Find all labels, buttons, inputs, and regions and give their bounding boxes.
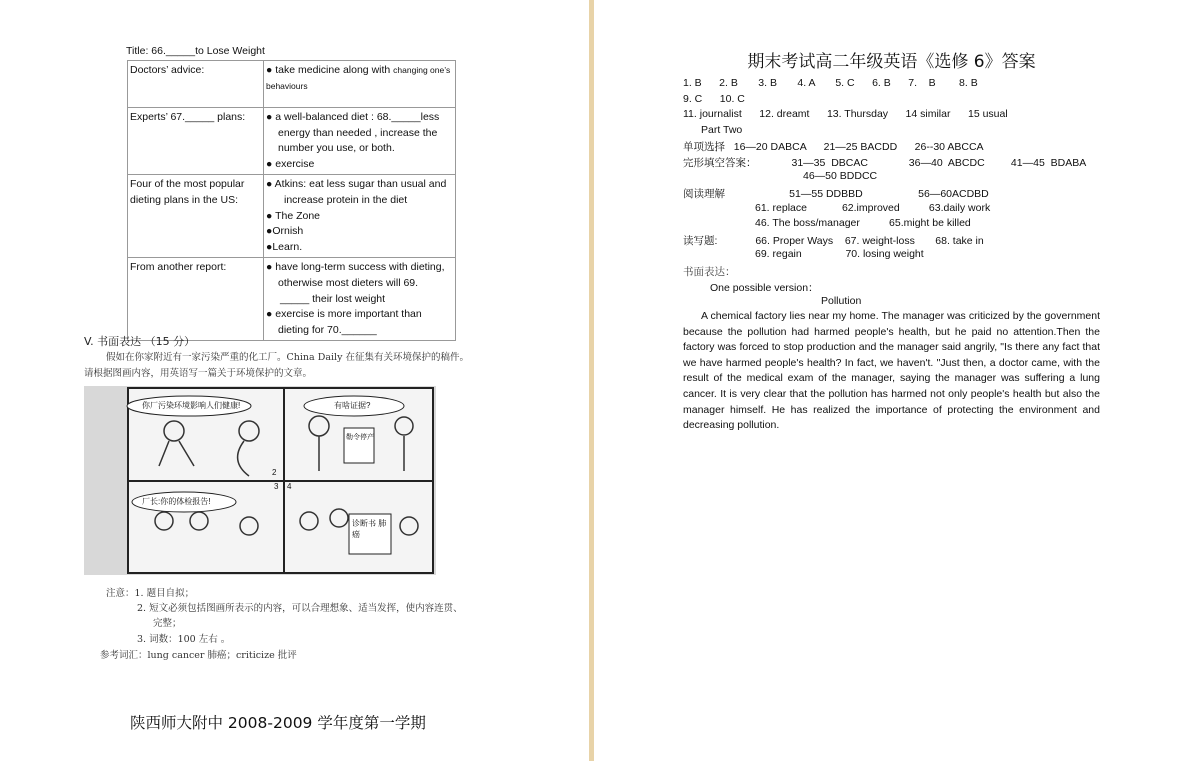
table-row <box>128 61 456 108</box>
row-content <box>264 108 456 175</box>
row-item: energy than needed , increase the <box>278 126 438 139</box>
essay-body: A chemical factory lies near my home. The manager was criticized by the government because the pollution had harmed people's health, but he paid no attention.Then the factory was forced to stop production and the manager said angrily, "Is there any fact that we have harmed people's health? In fact, we haven't. "Just then, a doctor came, with the result of the medical exam of the manager, saying the manager was suffering a lung cancer. It is very clear that the pollution has harmed not only people's health but also the manager himself. He has realized the importance of protecting the environment and decreasing pollution. <box>683 310 1100 432</box>
row-item: ● a well-balanced diet : 68._____less <box>266 111 440 123</box>
note-line: 2. 短文必须包括图画所表示的内容，可以合理想象、适当发挥，使内容连贯、 <box>137 603 463 614</box>
row-label: Four of the most popular dieting plans in the US: <box>128 175 264 258</box>
row-content <box>264 175 456 258</box>
row-item: ● exercise is more important than <box>266 308 422 321</box>
speech-bubble-1: 你厂污染环境影响人们健康! <box>142 401 241 410</box>
row-item: ● exercise <box>266 157 315 170</box>
row-item: dieting for 70.______ <box>278 323 377 336</box>
version-label: One possible version： <box>710 282 819 294</box>
panel-number: 2 <box>272 468 277 477</box>
table-row <box>128 258 456 341</box>
answer-line: 9. C 10. C <box>683 93 745 105</box>
answer-line: 11. journalist 12. dreamt 13. Thursday 14 similar 15 usual <box>683 108 1008 120</box>
answer-line: 单项选择 16—20 DABCA 21—25 BACDD 26--30 ABCCA <box>683 141 984 153</box>
page-footer: 陕西师大附中 2008-2009 学年度第一学期 <box>130 714 426 732</box>
answer-line: 69. regain 70. losing weight <box>755 248 924 260</box>
note-line: 注意：1. 题目自拟； <box>106 588 195 599</box>
section-heading: V. 书面表达 （15 分） <box>84 335 196 348</box>
row-label: Doctors’ advice: <box>128 61 264 108</box>
diagnosis-paper: 诊断书 肺癌 <box>352 519 387 539</box>
row-label: From another report: <box>128 258 264 341</box>
pollution-cartoon <box>84 386 436 575</box>
speech-bubble-2: 有啥证据? <box>334 401 371 410</box>
answer-line: 读写题: 66. Proper Ways 67. weight-loss 68. take in <box>683 235 984 247</box>
row-content <box>264 61 456 108</box>
table-row <box>128 175 456 258</box>
row-item: ● have long-term success with dieting, <box>266 261 445 274</box>
lose-weight-table <box>127 60 456 341</box>
row-item: increase protein in the diet <box>284 193 408 206</box>
order-sign: 勒令停产 <box>346 434 374 441</box>
note-line: 3. 词数：100 左右 。 <box>137 634 231 645</box>
answer-line: 完形填空答案： 31—35 DBCAC 36—40 ABCDC 41—45 BDABA <box>683 157 1087 169</box>
table-title: Title: 66._____to Lose Weight <box>126 45 265 57</box>
row-item: number you use, or both. <box>278 142 395 155</box>
row-item: ●Ornish <box>266 225 304 238</box>
row-item: ● Atkins: eat less sugar than usual and <box>266 178 447 191</box>
speech-bubble-3: 厂长:你的体检报告! <box>142 497 211 506</box>
answer-title: 期末考试高二年级英语《选修 6》答案 <box>747 52 1036 72</box>
row-label: Experts’ 67._____ plans: <box>128 108 264 175</box>
page-divider <box>589 0 594 761</box>
row-item: changing one’s behaviours <box>266 65 451 91</box>
answer-line: 46. The boss/manager 65.might be killed <box>755 217 971 229</box>
answer-line: Part Two <box>701 124 743 136</box>
row-item: ●Learn. <box>266 240 303 253</box>
row-item: otherwise most dieters will 69. <box>278 276 419 289</box>
essay-title: Pollution <box>821 295 862 307</box>
cartoon-drawing <box>84 386 436 575</box>
prompt-line: 假如在你家附近有一家污染严重的化工厂。China Daily 在征集有关环境保护的稿件。 <box>106 352 469 363</box>
answer-line: 阅读理解 51—55 DDBBD 56—60ACDBD <box>683 188 989 200</box>
vocab-line: 参考词汇：lung cancer 肺癌；criticize 批评 <box>100 650 297 661</box>
answer-line: 61. replace 62.improved 63.daily work <box>755 202 991 214</box>
row-content <box>264 258 456 341</box>
answer-line: 46—50 BDDCC <box>803 170 878 182</box>
row-item: ● The Zone <box>266 209 321 222</box>
panel-number: 4 <box>287 482 292 491</box>
row-item: ● take medicine along with <box>266 64 394 76</box>
row-item: _____ their lost weight <box>280 292 386 305</box>
panel-number: 3 <box>274 482 279 491</box>
prompt-line: 请根据图画内容，用英语写一篇关于环境保护的文章。 <box>84 368 313 379</box>
note-line: 完整； <box>153 618 182 629</box>
table-row <box>128 108 456 175</box>
writing-heading: 书面表达： <box>683 266 736 278</box>
answer-line: 1. B 2. B 3. B 4. A 5. C 6. B 7. B 8. B <box>683 77 978 89</box>
